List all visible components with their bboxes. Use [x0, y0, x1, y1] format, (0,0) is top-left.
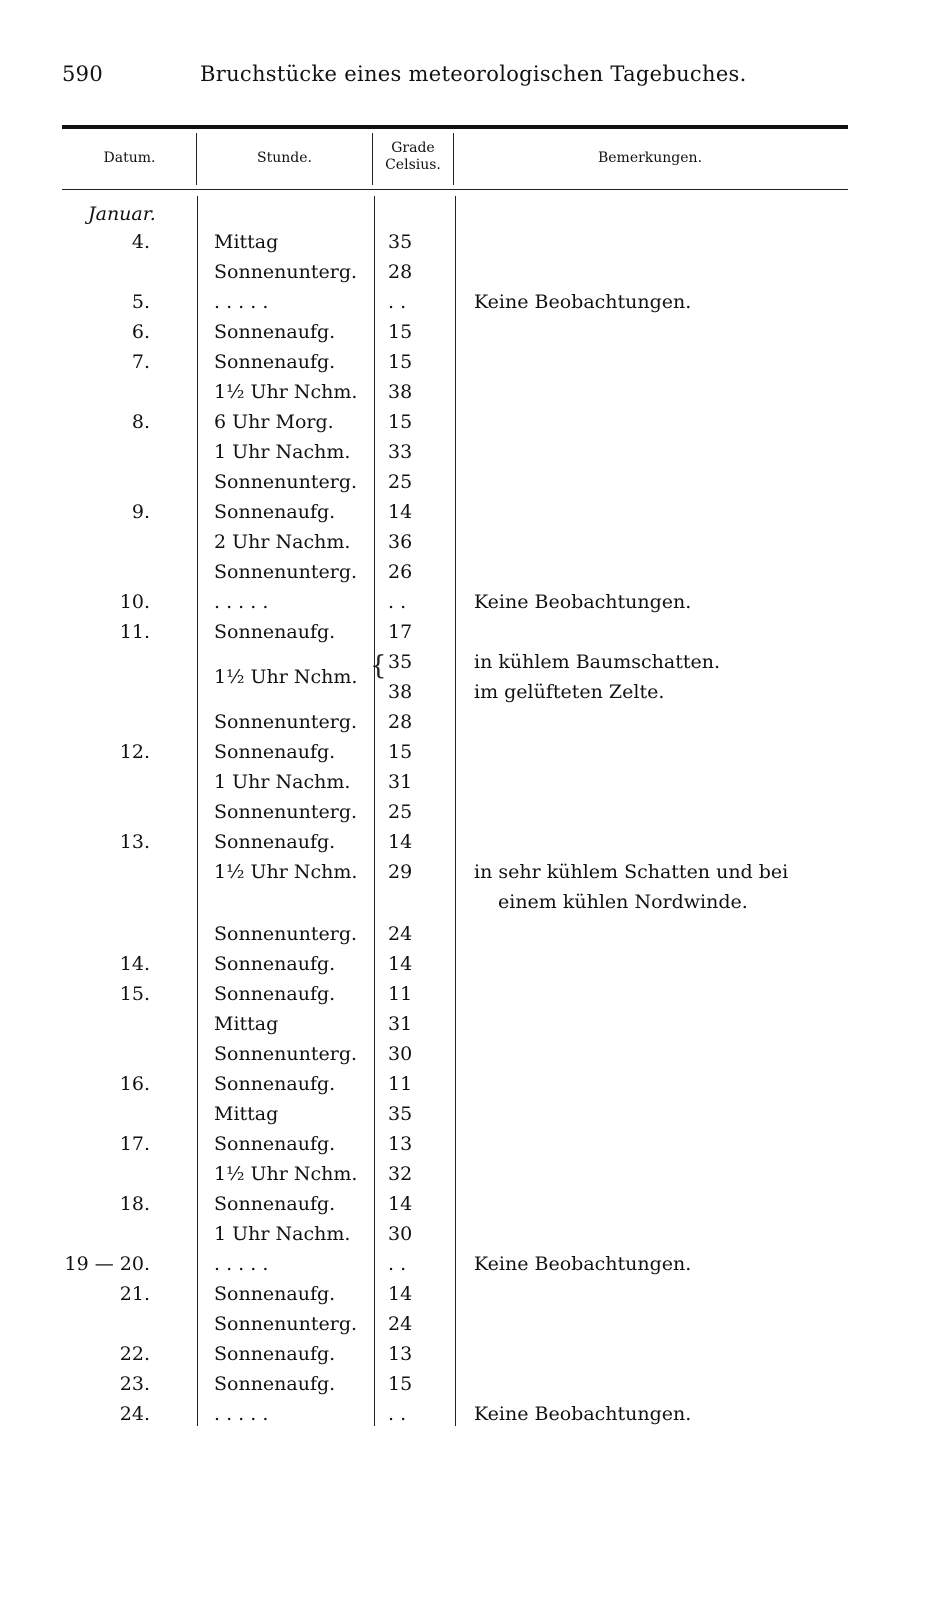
- row-temperature: 11: [388, 983, 413, 1005]
- row-date: 19 — 20.: [64, 1253, 150, 1275]
- row-hour: Sonnenaufg.: [214, 1133, 336, 1155]
- row-temperature: 35: [388, 231, 413, 253]
- row-date: 16.: [119, 1073, 150, 1095]
- row-hour: Sonnenunterg.: [214, 471, 358, 493]
- column-header-temperature-line1: Grade: [391, 140, 435, 156]
- row-temperature: 26: [388, 561, 413, 583]
- row-date: 12.: [119, 741, 150, 763]
- row-hour: Sonnenaufg.: [214, 983, 336, 1005]
- row-remark: im gelüfteten Zelte.: [474, 681, 665, 703]
- row-date: 6.: [131, 321, 150, 343]
- row-hour: Sonnenaufg.: [214, 1193, 336, 1215]
- column-header-date: Datum.: [103, 150, 156, 166]
- row-hour: Sonnenaufg.: [214, 831, 336, 853]
- row-hour: Sonnenaufg.: [214, 741, 336, 763]
- row-date: 9.: [131, 501, 150, 523]
- column-header-remarks: Bemerkungen.: [597, 150, 703, 166]
- row-temperature: 33: [388, 441, 413, 463]
- row-temperature: 13: [388, 1133, 413, 1155]
- row-date: 14.: [119, 953, 150, 975]
- row-temperature: 29: [388, 861, 413, 883]
- row-hour: Mittag: [214, 231, 279, 253]
- row-hour: 1½ Uhr Nchm.: [214, 861, 358, 883]
- row-date: 23.: [119, 1373, 150, 1395]
- row-hour: Sonnenunterg.: [214, 923, 358, 945]
- row-date: 8.: [131, 411, 150, 433]
- row-temperature: . .: [388, 591, 407, 613]
- row-hour: 1 Uhr Nachm.: [214, 1223, 351, 1245]
- row-temperature: 11: [388, 1073, 413, 1095]
- row-hour: Mittag: [214, 1013, 279, 1035]
- row-temperature: 15: [388, 321, 413, 343]
- row-temperature: 38: [388, 681, 413, 703]
- row-hour: Sonnenaufg.: [214, 621, 336, 643]
- row-hour: . . . . .: [214, 1253, 269, 1275]
- column-header-temperature-line2: Celsius.: [385, 157, 441, 173]
- row-temperature: 24: [388, 1313, 413, 1335]
- row-hour: Sonnenaufg.: [214, 1343, 336, 1365]
- row-temperature: 14: [388, 953, 413, 975]
- row-temperature: 28: [388, 261, 413, 283]
- row-hour: Mittag: [214, 1103, 279, 1125]
- row-temperature: 30: [388, 1223, 413, 1245]
- row-date: 13.: [119, 831, 150, 853]
- running-title: Bruchstücke eines meteorologischen Tagebuches.: [200, 62, 747, 86]
- row-date: 21.: [119, 1283, 150, 1305]
- row-date: 24.: [119, 1403, 150, 1425]
- row-temperature: 14: [388, 501, 413, 523]
- row-temperature: 35: [388, 1103, 413, 1125]
- row-date: 22.: [119, 1343, 150, 1365]
- row-hour: Sonnenunterg.: [214, 261, 358, 283]
- row-date: 5.: [131, 291, 150, 313]
- row-temperature: 14: [388, 1283, 413, 1305]
- row-date: 4.: [131, 231, 150, 253]
- row-remark: Keine Beobachtungen.: [474, 1253, 692, 1275]
- row-hour: Sonnenaufg.: [214, 501, 336, 523]
- month-label: Januar.: [88, 203, 156, 225]
- row-temperature: 15: [388, 411, 413, 433]
- row-hour: 1½ Uhr Nchm.: [214, 1163, 358, 1185]
- row-temperature: 25: [388, 471, 413, 493]
- row-temperature: . .: [388, 1253, 407, 1275]
- row-remark: einem kühlen Nordwinde.: [498, 891, 748, 913]
- row-temperature: 15: [388, 741, 413, 763]
- row-date: 7.: [131, 351, 150, 373]
- row-hour: 6 Uhr Morg.: [214, 411, 334, 433]
- row-temperature: 17: [388, 621, 413, 643]
- row-hour: Sonnenaufg.: [214, 1073, 336, 1095]
- row-hour: Sonnenaufg.: [214, 321, 336, 343]
- row-date: 10.: [119, 591, 150, 613]
- row-temperature: 30: [388, 1043, 413, 1065]
- row-temperature: 31: [388, 771, 413, 793]
- row-remark: Keine Beobachtungen.: [474, 591, 692, 613]
- row-temperature: . .: [388, 1403, 407, 1425]
- row-hour: 2 Uhr Nachm.: [214, 531, 351, 553]
- row-hour: Sonnenaufg.: [214, 953, 336, 975]
- row-hour: 1 Uhr Nachm.: [214, 441, 351, 463]
- row-temperature: 24: [388, 923, 413, 945]
- row-hour: . . . . .: [214, 591, 269, 613]
- row-remark: in sehr kühlem Schatten und bei: [474, 861, 789, 883]
- row-hour: 1½ Uhr Nchm.: [214, 666, 358, 688]
- row-temperature: 14: [388, 1193, 413, 1215]
- page-number: 590: [62, 62, 103, 86]
- row-temperature: 35: [388, 651, 413, 673]
- row-hour: Sonnenunterg.: [214, 711, 358, 733]
- row-temperature: 32: [388, 1163, 413, 1185]
- row-temperature: 31: [388, 1013, 413, 1035]
- column-header-hour: Stunde.: [257, 150, 312, 166]
- row-hour: Sonnenunterg.: [214, 1313, 358, 1335]
- row-hour: Sonnenunterg.: [214, 561, 358, 583]
- row-hour: 1 Uhr Nachm.: [214, 771, 351, 793]
- row-hour: Sonnenaufg.: [214, 1373, 336, 1395]
- row-hour: Sonnenaufg.: [214, 1283, 336, 1305]
- row-date: 15.: [119, 983, 150, 1005]
- row-remark: Keine Beobachtungen.: [474, 291, 692, 313]
- row-temperature: . .: [388, 291, 407, 313]
- row-date: 18.: [119, 1193, 150, 1215]
- row-temperature: 15: [388, 351, 413, 373]
- row-temperature: 13: [388, 1343, 413, 1365]
- row-temperature: 38: [388, 381, 413, 403]
- row-hour: Sonnenunterg.: [214, 1043, 358, 1065]
- row-hour: . . . . .: [214, 1403, 269, 1425]
- row-remark: in kühlem Baumschatten.: [474, 651, 721, 673]
- row-date: 17.: [119, 1133, 150, 1155]
- row-hour: Sonnenunterg.: [214, 801, 358, 823]
- row-hour: . . . . .: [214, 291, 269, 313]
- row-temperature: 15: [388, 1373, 413, 1395]
- row-remark: Keine Beobachtungen.: [474, 1403, 692, 1425]
- row-date: 11.: [119, 621, 150, 643]
- row-temperature: 14: [388, 831, 413, 853]
- row-hour: Sonnenaufg.: [214, 351, 336, 373]
- row-temperature: 28: [388, 711, 413, 733]
- row-temperature: 25: [388, 801, 413, 823]
- row-hour: 1½ Uhr Nchm.: [214, 381, 358, 403]
- brace-symbol: {: [370, 651, 387, 681]
- row-temperature: 36: [388, 531, 413, 553]
